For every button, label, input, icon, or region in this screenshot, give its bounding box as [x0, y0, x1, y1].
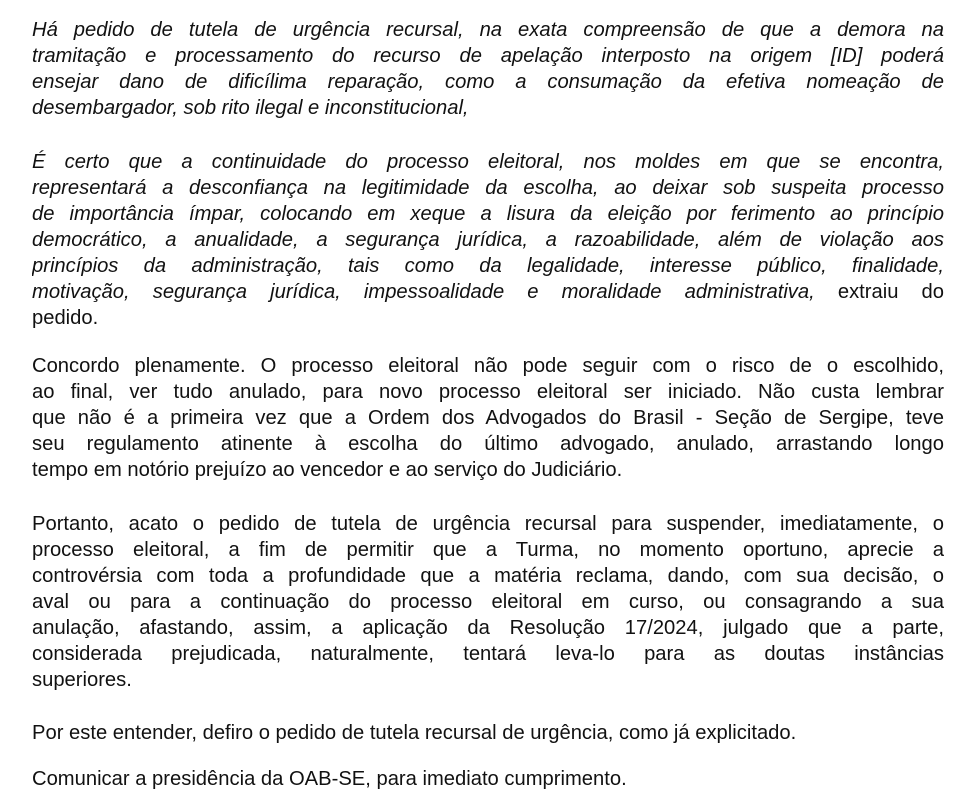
paragraph-agreement: [32, 353, 944, 483]
text-line: que não é a primeira vez que a Ordem dos Advogados do Brasil - Seção de Sergipe, teve: [32, 407, 944, 429]
text-line: representará a desconfiança na legitimidade da escolha, ao deixar sob suspeita processo: [32, 177, 944, 199]
paragraph-ruling: [32, 720, 944, 746]
text-line: controvérsia com toda a profundidade que a matéria reclama, dando, com sua decisão, o: [32, 565, 944, 587]
paragraph-continuity-argument: [32, 149, 944, 331]
text-line: tramitação e processamento do recurso de apelação interposto na origem [ID] poderá: [32, 45, 944, 67]
text-line: princípios da administração, tais como da legalidade, interesse público, finalidade,: [32, 255, 944, 277]
text-line-tail: extraiu do: [837, 281, 944, 303]
text-line: pedido.: [32, 307, 99, 329]
text-line: processo eleitoral, a fim de permitir que a Turma, no momento oportuno, aprecie a: [32, 539, 944, 561]
text-line: de importância ímpar, colocando em xeque a lisura da eleição por ferimento ao princípio: [32, 203, 944, 225]
text-line: democrático, a anualidade, a segurança jurídica, a razoabilidade, além de violação aos: [32, 229, 944, 251]
text-line: desembargador, sob rito ilegal e inconstitucional,: [32, 97, 469, 119]
text-line: Comunicar a presidência da OAB-SE, para imediato cumprimento.: [32, 768, 627, 790]
text-line: Portanto, acato o pedido de tutela de urgência recursal para suspender, imediatamente, o: [32, 513, 944, 535]
text-line: superiores.: [32, 669, 132, 691]
text-line: Por este entender, defiro o pedido de tutela recursal de urgência, como já explicitado.: [32, 722, 797, 744]
paragraph-urgency-request: [32, 17, 944, 121]
paragraph-communication: [32, 766, 944, 792]
text-line: anulação, afastando, assim, a aplicação da Resolução 17/2024, julgado que a parte,: [32, 617, 944, 639]
text-line: [32, 279, 944, 305]
text-line: Há pedido de tutela de urgência recursal, na exata compreensão de que a demora na: [32, 19, 944, 41]
text-line: Concordo plenamente. O processo eleitoral não pode seguir com o risco de o escolhido,: [32, 355, 944, 377]
text-line: seu regulamento atinente à escolha do último advogado, anulado, arrastando longo: [32, 433, 944, 455]
text-line: ensejar dano de dificílima reparação, como a consumação da efetiva nomeação de: [32, 71, 944, 93]
text-line: aval ou para a continuação do processo eleitoral em curso, ou consagrando a sua: [32, 591, 944, 613]
text-line: ao final, ver tudo anulado, para novo processo eleitoral ser iniciado. Não custa lembrar: [32, 381, 944, 403]
text-line: É certo que a continuidade do processo eleitoral, nos moldes em que se encontra,: [32, 151, 944, 173]
text-line: tempo em notório prejuízo ao vencedor e ao serviço do Judiciário.: [32, 459, 623, 481]
text-line-italic-part: motivação, segurança jurídica, impessoalidade e moralidade administrativa,: [32, 281, 815, 303]
paragraph-decision: [32, 511, 944, 693]
text-line: considerada prejudicada, naturalmente, tentará leva-lo para as doutas instâncias: [32, 643, 944, 665]
